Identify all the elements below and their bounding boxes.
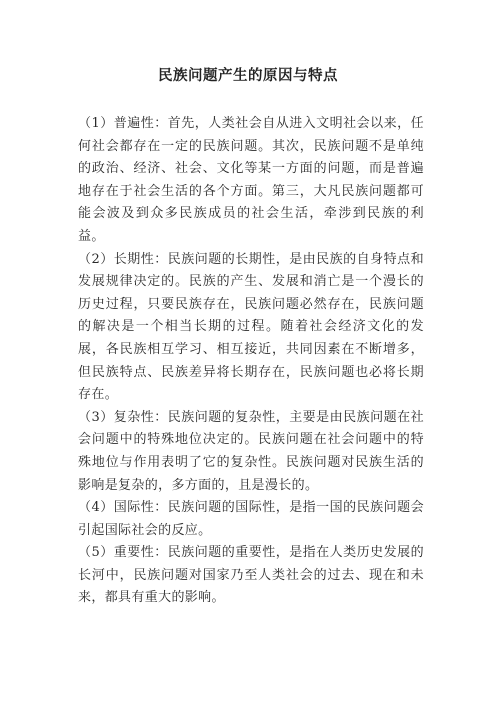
paragraph-internationality: （4）国际性：民族问题的国际性，是指一国的民族问题会引起国际社会的反应。 <box>78 500 424 538</box>
document-body <box>78 113 424 610</box>
paragraph-universality: （1）普遍性：首先，人类社会自从进入文明社会以来，任何社会都存在一定的民族问题。其次，民族问题不是单纯的政治、经济、社会、文化等某一方面的问题，而是普遍地存在于社会生活的各个方面。第三，大凡民族问题都可能会波及到众多民族成员的社会生活，牵涉到民族的利益。 <box>78 116 424 244</box>
paragraph-long-term: （2）长期性：民族问题的长期性，是由民族的自身特点和发展规律决定的。民族的产生、发展和消亡是一个漫长的历史过程，只要民族存在，民族问题必然存在，民族问题的解决是一个相当长期的过程。随着社会经济文化的发展，各民族相互学习、相互接近，共同因素在不断增多，但民族特点、民族差异将长期存在，民族问题也必将长期存在。 <box>78 251 424 403</box>
paragraph-complexity: （3）复杂性：民族问题的复杂性，主要是由民族问题在社会问题中的特殊地位决定的。民族问题在社会问题中的特殊地位与作用表明了它的复杂性。民族问题对民族生活的影响是复杂的，多方面的，且是漫长的。 <box>78 409 424 493</box>
document-title: 民族问题产生的原因与特点 <box>158 68 338 84</box>
paragraph-importance: （5）重要性：民族问题的重要性，是指在人类历史发展的长河中，民族问题对国家乃至人类社会的过去、现在和未来，都具有重大的影响。 <box>78 545 424 606</box>
